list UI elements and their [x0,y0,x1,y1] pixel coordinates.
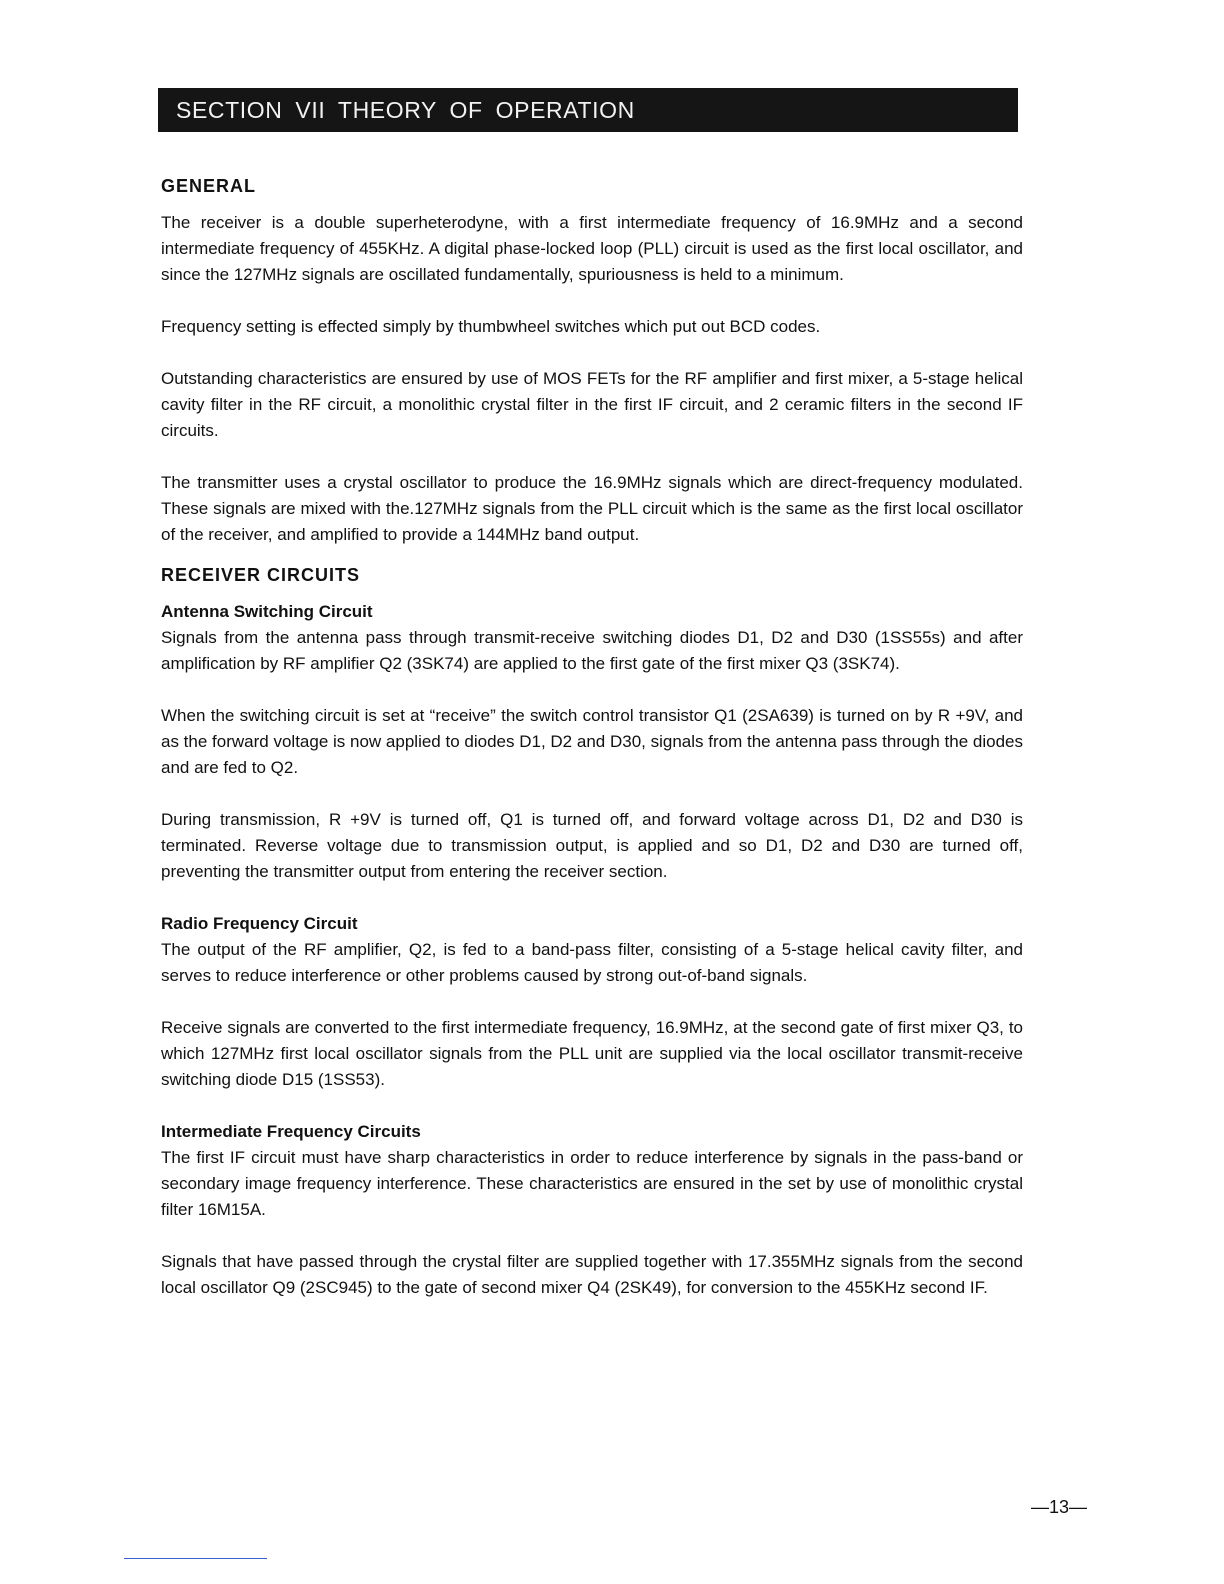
page-number: —13— [1030,1497,1087,1517]
radio-frequency-subheading: Radio Frequency Circuit [161,914,358,933]
receiver-circuits-heading: RECEIVER CIRCUITS [161,565,361,585]
antenna-paragraph-3: During transmission, R +9V is turned off, Q1 is turned off, and forward voltage across D1, D2 and D30 is terminated. Reverse voltage due to transmission output, is applied and so D1, D2 and D30 are turned off, preventing the transmitter output from entering the receiver section. [161,810,1023,881]
general-heading: GENERAL [161,176,257,196]
section-title-banner: SECTION VII THEORY OF OPERATION [158,88,1018,132]
intermediate-frequency-subheading: Intermediate Frequency Circuits [161,1122,421,1141]
if-paragraph-1: The first IF circuit must have sharp characteristics in order to reduce interference by signals in the pass-band or secondary image frequency interference. These characteristics are ensured in the set by use of monolithic crystal filter 16M15A. [161,1148,1023,1219]
general-paragraph-1: The receiver is a double superheterodyne, with a first intermediate frequency of 16.9MHz and a second intermediate frequency of 455KHz. A digital phase-locked loop (PLL) circuit is used as the first local oscillator, and since the 127MHz signals are oscillated fundamentally, spuriousness is held to a minimum. [161,213,1023,284]
antenna-paragraph-1: Signals from the antenna pass through transmit-receive switching diodes D1, D2 and D30 (1SS55s) and after amplification by RF amplifier Q2 (3SK74) are applied to the first gate of the first mixer Q3 (3SK74). [161,628,1023,673]
antenna-switching-subheading: Antenna Switching Circuit [161,602,373,621]
rf-paragraph-2: Receive signals are converted to the first intermediate frequency, 16.9MHz, at the second gate of first mixer Q3, to which 127MHz first local oscillator signals from the PLL unit are supplied via the local oscillator transmit-receive switching diode D15 (1SS53). [161,1018,1023,1089]
general-paragraph-2: Frequency setting is effected simply by thumbwheel switches which put out BCD codes. [161,317,821,336]
general-paragraph-4: The transmitter uses a crystal oscillator to produce the 16.9MHz signals which are direct-frequency modulated. These signals are mixed with the.127MHz signals from the PLL circuit which is the same as the first local oscillator of the receiver, and amplified to provide a 144MHz band output. [161,473,1023,544]
rf-paragraph-1: The output of the RF amplifier, Q2, is fed to a band-pass filter, consisting of a 5-stage helical cavity filter, and serves to reduce interference or other problems caused by strong out-of-band signals. [161,940,1023,985]
if-paragraph-2: Signals that have passed through the crystal filter are supplied together with 17.355MHz signals from the second local oscillator Q9 (2SC945) to the gate of second mixer Q4 (2SK49), for conversion to the 455KHz second IF. [161,1252,1023,1297]
antenna-paragraph-2: When the switching circuit is set at “receive” the switch control transistor Q1 (2SA639) is turned on by R +9V, and as the forward voltage is now applied to diodes D1, D2 and D30, signals from the antenna pass through the diodes and are fed to Q2. [161,706,1023,777]
general-paragraph-3: Outstanding characteristics are ensured by use of MOS FETs for the RF amplifier and first mixer, a 5-stage helical cavity filter in the RF circuit, a monolithic crystal filter in the first IF circuit, and 2 ceramic filters in the second IF circuits. [161,369,1023,440]
footnote-rule [124,1558,267,1559]
document-body [161,173,1023,1327]
